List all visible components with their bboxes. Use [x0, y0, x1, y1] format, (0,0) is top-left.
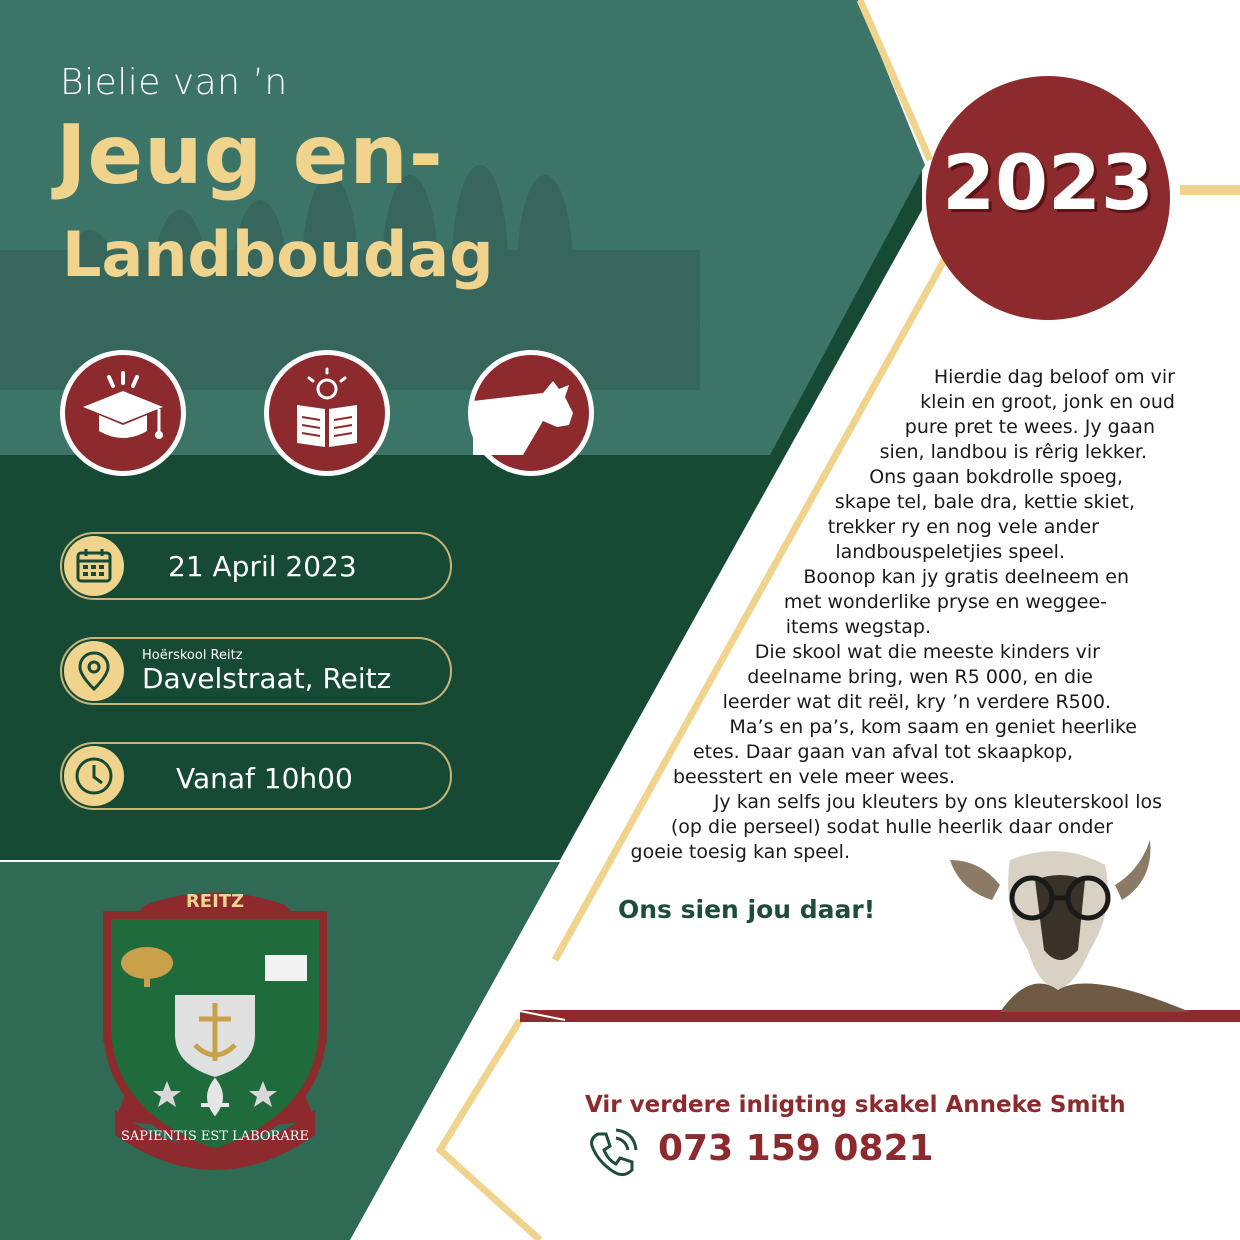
street-text: Davelstraat, Reitz	[142, 662, 392, 695]
contact-label: Vir verdere inligting skakel Anneke Smith	[585, 1092, 1126, 1118]
description-line: Hierdie dag beloof om vir	[933, 366, 1175, 388]
crest-banner-text: REITZ	[185, 891, 245, 912]
calendar-icon	[64, 536, 124, 596]
reading-book-icon	[264, 350, 390, 476]
description-line: landbouspeletjies speel.	[835, 541, 1065, 563]
description-line: met wonderlike pryse en weggee-	[783, 591, 1107, 613]
title-line-2: Landboudag	[62, 218, 494, 291]
crest-motto: SAPIENTIS EST LABORARE	[120, 1129, 309, 1144]
description-line: Jy kan selfs jou kleuters by ons kleuterskool los	[713, 791, 1162, 813]
description-line: deelname bring, wen R5 000, en die	[747, 666, 1093, 688]
description-line: skape tel, bale dra, kettie skiet,	[834, 491, 1135, 513]
description-line: (op die perseel) sodat hulle heerlik daar onder	[670, 816, 1113, 838]
description-line: items wegstap.	[785, 616, 931, 638]
description-line: pure pret te wees. Jy gaan	[904, 416, 1155, 438]
description-line: Die skool wat die meeste kinders vir	[754, 641, 1100, 663]
title-line-1: Jeug en-	[56, 108, 444, 203]
year-text: 2023	[942, 138, 1154, 227]
event-description	[615, 365, 1205, 865]
school-name: Hoërskool Reitz	[142, 648, 243, 663]
description-line: Boonop kan jy gratis deelneem en	[803, 566, 1129, 588]
description-line: leerder wat dit reël, kry ’n verdere R500.	[722, 691, 1111, 713]
phone-icon	[584, 1126, 640, 1182]
pre-title: Bielie van ’n	[60, 62, 288, 103]
clock-icon	[64, 746, 124, 806]
closing-text: Ons sien jou daar!	[618, 895, 876, 924]
goat-illustration	[940, 840, 1190, 1012]
description-line: sien, landbou is rêrig lekker.	[879, 441, 1147, 463]
school-crest	[95, 885, 335, 1175]
phone-number[interactable]: 073 159 0821	[658, 1128, 934, 1169]
description-line: beesstert en vele meer wees.	[673, 766, 955, 788]
description-line: etes. Daar gaan van afval tot skaapkop,	[692, 741, 1073, 763]
time-text: Vanaf 10h00	[176, 762, 353, 795]
date-text: 21 April 2023	[168, 550, 357, 583]
description-line: trekker ry en nog vele ander	[827, 516, 1099, 538]
cow-icon	[468, 350, 594, 476]
location-pin-icon	[64, 641, 124, 701]
description-line: Ons gaan bokdrolle spoeg,	[869, 466, 1123, 488]
description-line: klein en groot, jonk en oud	[920, 391, 1175, 413]
description-line: Ma’s en pa’s, kom saam en geniet heerlike	[729, 716, 1137, 738]
graduation-cap-icon	[60, 350, 186, 476]
description-line: goeie toesig kan speel.	[630, 841, 850, 863]
